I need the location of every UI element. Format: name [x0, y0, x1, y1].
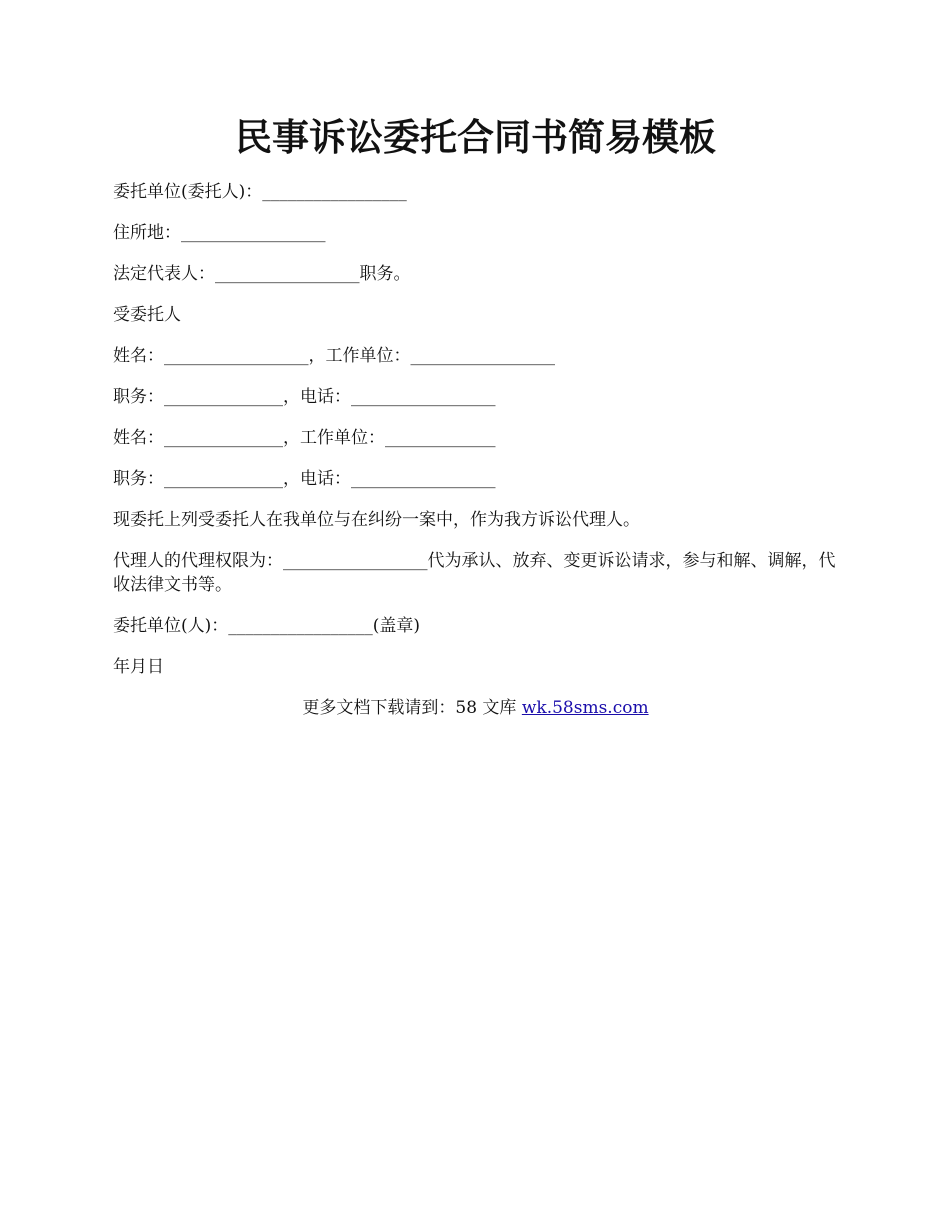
trustee-1-position-line: 职务：______________，电话：_________________ — [113, 387, 496, 407]
signature-line: 委托单位(人)：_________________(盖章) — [113, 616, 421, 636]
trustee-heading: 受委托人 — [113, 305, 181, 325]
entrusting-party-line: 委托单位(委托人)：_________________ — [113, 182, 407, 202]
footer — [113, 696, 838, 720]
trustee-2-position-line: 职务：______________，电话：_________________ — [113, 469, 496, 489]
trustee-2-name-line: 姓名：______________，工作单位：_____________ — [113, 428, 496, 448]
footer-link[interactable]: wk.58sms.com — [521, 698, 649, 718]
address-line: 住所地：_________________ — [113, 223, 326, 243]
trustee-1-name-line: 姓名：_________________，工作单位：_________________ — [113, 346, 555, 366]
legal-representative-line: 法定代表人：_________________职务。 — [113, 264, 411, 284]
footer-prefix: 更多文档下载请到：58 文库 — [302, 698, 522, 718]
date-line: 年月日 — [113, 657, 164, 677]
authority-paragraph: 代理人的代理权限为：_________________代为承认、放弃、变更诉讼请求，参与和解、调解，代收法律文书等。 — [113, 551, 836, 595]
document-title: 民事诉讼委托合同书简易模板 — [235, 115, 716, 159]
entrustment-statement: 现委托上列受委托人在我单位与在纠纷一案中，作为我方诉讼代理人。 — [113, 510, 640, 530]
